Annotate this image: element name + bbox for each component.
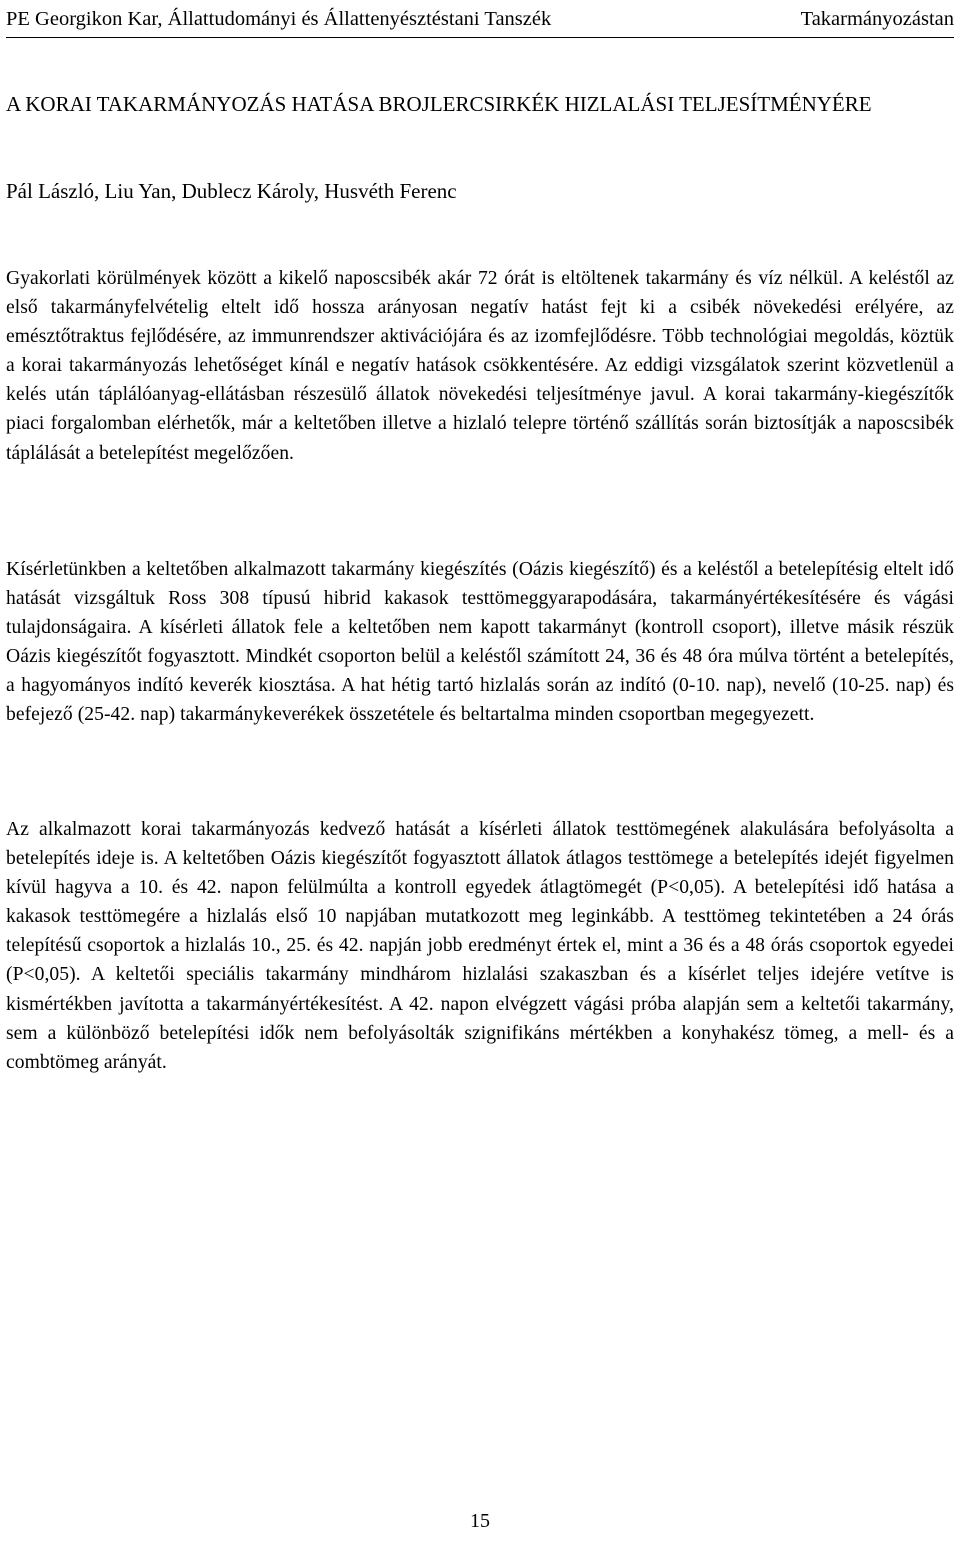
header-course: Takarmányozástan (800, 8, 954, 30)
article-title: A KORAI TAKARMÁNYOZÁS HATÁSA BROJLERCSIRKÉK HIZLALÁSI TELJESÍTMÉNYÉRE (6, 92, 872, 116)
abstract-paragraph-methods: Kísérletünkben a keltetőben alkalmazott takarmány kiegészítés (Oázis kiegészítő) és a keléstől a betelepítésig eltelt idő hatását vizsgáltuk Ross 308 típusú hibrid kakasok testtömeggyarapodására, takarmányértékesítésére és vágási tulajdonságaira. A kísérleti állatok fele a keltetőben nem kapott takarmányt (kontroll csoport), illetve másik részük Oázis kiegészítőt fogyasztott. Mindkét csoporton belül a keléstől számított 24, 36 és 48 óra múlva történt a betelepítés, a hagyományos indító keverék kiosztása. A hat hétig tartó hizlalás során az indító (0-10. nap), nevelő (10-25. nap) és befejező (25-42. nap) takarmánykeverékek összetétele és beltartalma minden csoportban megegyezett. (6, 559, 954, 726)
abstract-paragraph-results: Az alkalmazott korai takarmányozás kedvező hatását a kísérleti állatok testtömegének alakulására befolyásolta a betelepítés ideje is. A keltetőben Oázis kiegészítőt fogyasztott állatok átlagos testtömege a betelepítés idejét figyelmen kívül hagyva a 10. és 42. napon felülmúlta a kontroll egyedek átlagtömegét (P<0,05). A betelepítési idő hatása a kakasok testtömegére a hizlalás első 10 napjában mutatkozott meg leginkább. A testtömeg tekintetében a 24 órás telepítésű csoportok a hizlalás 10., 25. és 42. napján jobb eredményt értek el, mint a 36 és a 48 órás csoportok egyedei (P<0,05). A keltetői speciális takarmány mindhárom hizlalási szakaszban és a kísérlet teljes idejére vetítve is kismértékben javította a takarmányértékesítést. A 42. napon elvégzett vágási próba alapján sem a keltetői takarmány, sem a különböző betelepítési idők nem befolyásolták szignifikáns mértékben a konyhakész tömeg, a mell- és a combtömeg arányát. (6, 819, 954, 1073)
header-divider (6, 37, 954, 38)
page-number: 15 (470, 1510, 490, 1532)
abstract-paragraph-intro: Gyakorlati körülmények között a kikelő naposcsibék akár 72 órát is eltöltenek takarmány és víz nélkül. A keléstől az első takarmányfelvételig eltelt idő hossza arányosan negatív hatást fejt ki a csibék növekedési erélyére, az emésztőtraktus fejlődésére, az immunrendszer aktivációjára és az izomfejlődésre. Több technológiai megoldás, köztük a korai takarmányozás lehetőséget kínál e negatív hatások csökkentésére. Az eddigi vizsgálatok szerint közvetlenül a kelés után táplálóanyag-ellátásban részesülő állatok növekedési teljesítménye javul. A korai takarmány-kiegészítők piaci forgalomban elérhetők, már a keltetőben illetve a hizlaló telepre történő szállítás során biztosítják a naposcsibék táplálását a betelepítést megelőzően. (6, 268, 954, 464)
header-institution: PE Georgikon Kar, Állattudományi és Állattenyésztéstani Tanszék (6, 8, 552, 30)
author-list: Pál László, Liu Yan, Dublecz Károly, Husvéth Ferenc (6, 179, 457, 203)
running-header (6, 6, 954, 36)
